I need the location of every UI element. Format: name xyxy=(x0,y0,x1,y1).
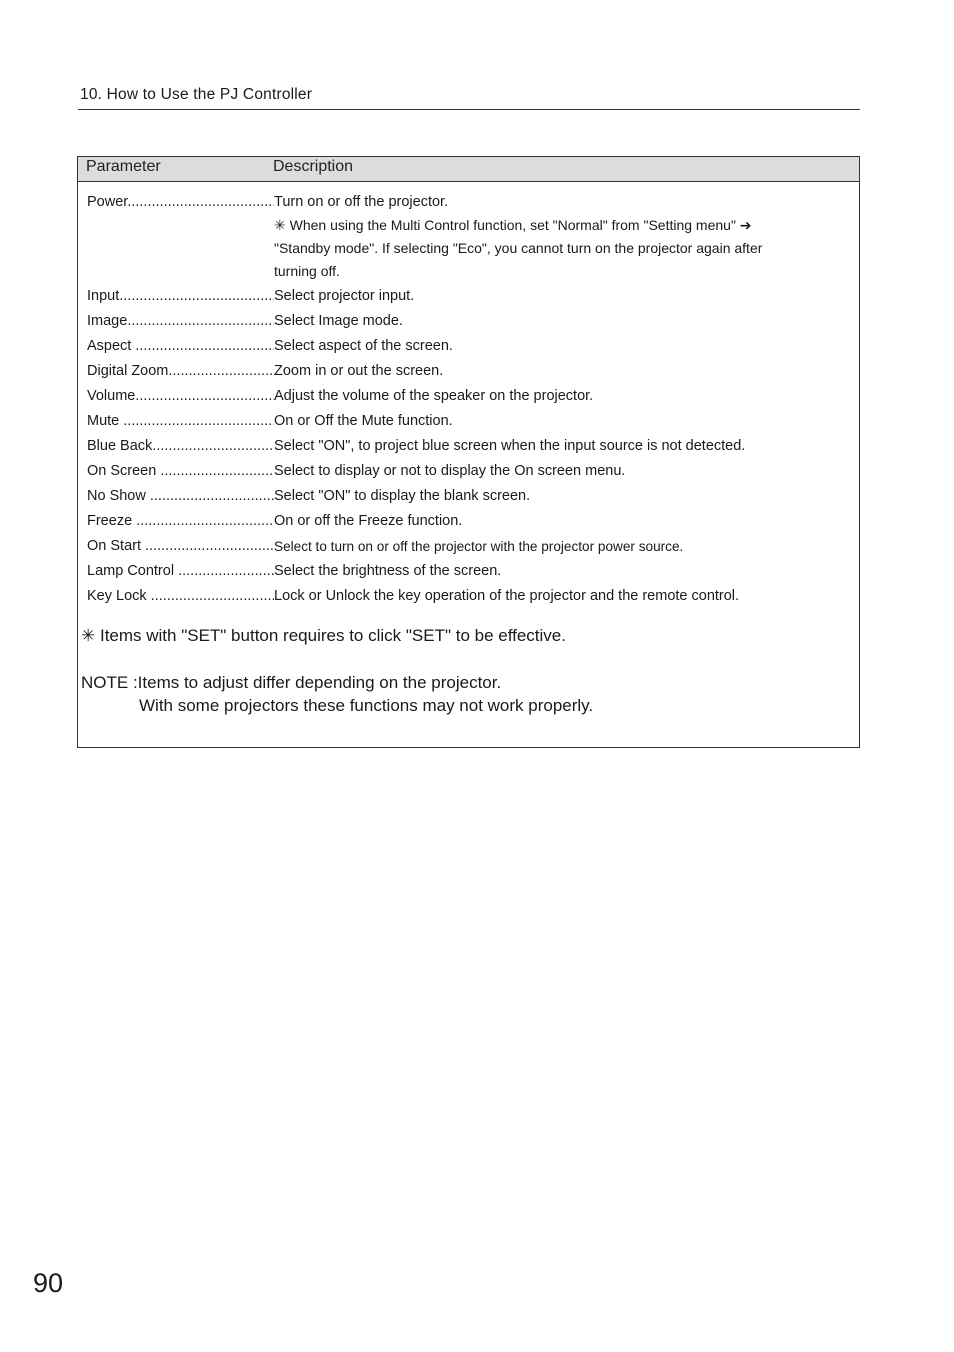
note-block xyxy=(81,671,593,717)
parameter-description: Select projector input. xyxy=(274,288,415,304)
table-row xyxy=(78,285,859,310)
parameter-description: Adjust the volume of the speaker on the projector. xyxy=(274,388,594,404)
parameter-rows xyxy=(78,191,859,610)
table-row xyxy=(78,585,859,610)
note-line-2: With some projectors these functions may not work properly. xyxy=(139,696,594,715)
parameter-name: On Screen ..... xyxy=(87,460,274,483)
table-row xyxy=(78,385,859,410)
parameter-description: Select to turn on or off the projector with the projector power source. xyxy=(274,539,684,554)
parameter-name: Lamp Control ..... xyxy=(87,560,274,583)
parameter-description: Lock or Unlock the key operation of the projector and the remote control. xyxy=(274,588,740,604)
parameter-description: Select "ON", to project blue screen when the input source is not detected. xyxy=(274,438,746,454)
parameter-name: Key Lock ..... xyxy=(87,585,274,608)
parameter-name: No Show ..... xyxy=(87,485,274,508)
table-row xyxy=(78,310,859,335)
table-row xyxy=(78,485,859,510)
page-number: 90 xyxy=(33,1268,64,1298)
parameter-name: Freeze ..... xyxy=(87,510,274,533)
parameter-description: On or Off the Mute function. xyxy=(274,413,453,429)
parameter-name: Image ..... xyxy=(87,310,274,333)
parameter-name: Mute ..... xyxy=(87,410,274,433)
table-row xyxy=(78,360,859,385)
title-rule xyxy=(78,109,860,110)
parameter-description: Select "ON" to display the blank screen. xyxy=(274,488,531,504)
table-row xyxy=(78,435,859,460)
parameter-description: On or off the Freeze function. xyxy=(274,513,463,529)
parameter-name: Aspect ..... xyxy=(87,335,274,358)
table-row xyxy=(78,460,859,485)
set-button-footnote: ✳ Items with "SET" button requires to click "SET" to be effective. xyxy=(81,626,566,645)
table-row xyxy=(78,191,859,285)
parameter-description: Zoom in or out the screen. xyxy=(274,363,444,379)
column-header-parameter: Parameter xyxy=(86,158,161,175)
table-row xyxy=(78,410,859,435)
parameter-description: Turn on or off the projector. ✳ When using the Multi Control function, set "Normal" from "Setting menu" ➔ "Standby mode". If selecting "Eco", you cannot turn on the projector again after turning off. xyxy=(274,194,763,279)
parameter-table xyxy=(77,156,860,748)
table-row xyxy=(78,535,859,560)
parameter-description: Select to display or not to display the On screen menu. xyxy=(274,463,626,479)
table-row xyxy=(78,510,859,535)
parameter-description: Select the brightness of the screen. xyxy=(274,563,502,579)
parameter-description: Select Image mode. xyxy=(274,313,403,329)
table-header xyxy=(78,157,859,182)
parameter-name: Power ..... xyxy=(87,191,274,214)
parameter-name: Volume ..... xyxy=(87,385,274,408)
parameter-name: Digital Zoom ..... xyxy=(87,360,274,383)
table-row xyxy=(78,560,859,585)
table-row xyxy=(78,335,859,360)
note-line-1: NOTE :Items to adjust differ depending on the projector. xyxy=(81,673,502,692)
parameter-name: On Start ..... xyxy=(87,535,274,558)
parameter-name: Blue Back ..... xyxy=(87,435,274,458)
column-header-description: Description xyxy=(273,158,354,175)
parameter-name: Input ..... xyxy=(87,285,274,308)
parameter-description: Select aspect of the screen. xyxy=(274,338,453,354)
section-title: 10. How to Use the PJ Controller xyxy=(80,86,313,103)
